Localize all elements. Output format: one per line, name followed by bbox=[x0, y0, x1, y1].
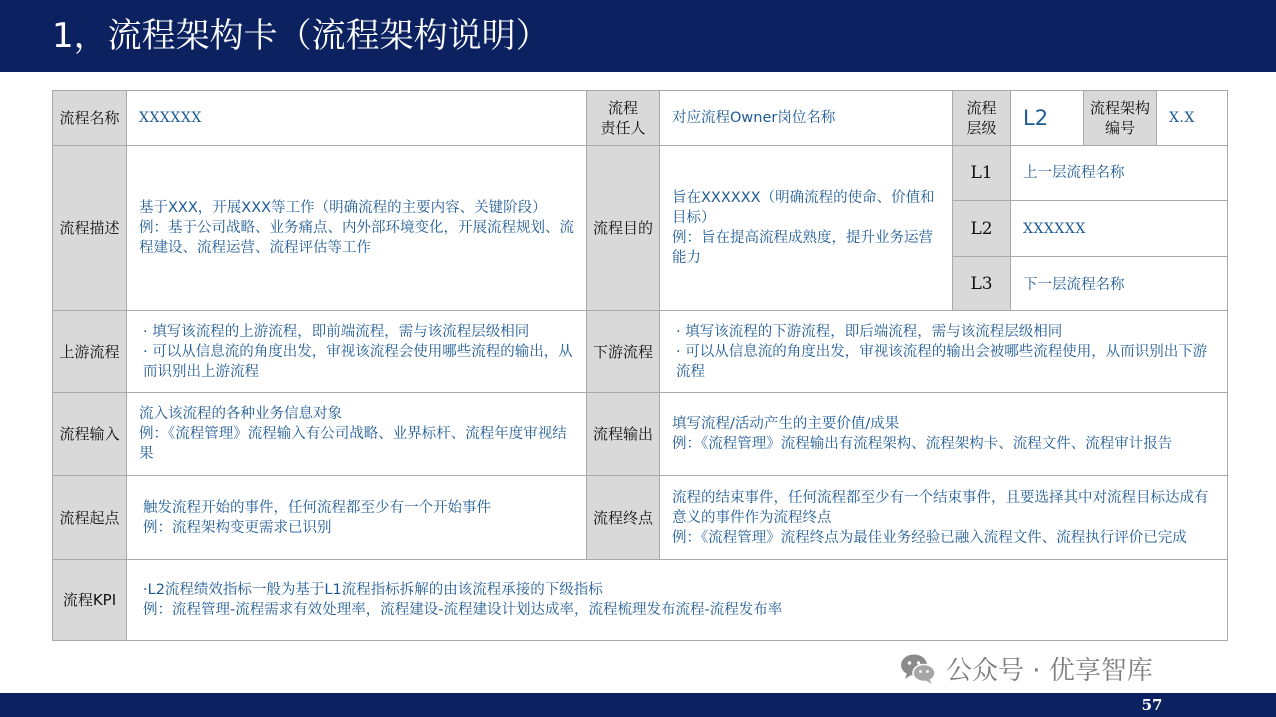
level-l1-text: 上一层流程名称 bbox=[1010, 145, 1228, 201]
arch-number-label: 流程架构 编号 bbox=[1083, 90, 1157, 146]
level-l3-text: 下一层流程名称 bbox=[1010, 256, 1228, 311]
process-start-label: 流程起点 bbox=[52, 475, 127, 560]
process-output-label: 流程输出 bbox=[586, 392, 660, 476]
process-purpose-text: 旨在XXXXXX（明确流程的使命、价值和目标） 例：旨在提高流程成熟度，提升业务运营能力 bbox=[659, 145, 953, 311]
process-name-label: 流程名称 bbox=[52, 90, 127, 146]
level-l2-label: L2 bbox=[952, 200, 1011, 257]
level-l2-text: XXXXXX bbox=[1010, 200, 1228, 257]
process-owner-value: 对应流程Owner岗位名称 bbox=[659, 90, 953, 146]
upstream-process-label: 上游流程 bbox=[52, 310, 127, 393]
footer-bar bbox=[0, 693, 1276, 717]
page-number: 57 bbox=[1141, 696, 1163, 714]
process-description-text: 基于XXX，开展XXX等工作（明确流程的主要内容、关键阶段） 例：基于公司战略、业务痛点、内外部环境变化，开展流程规划、流程建设、流程运营、流程评估等工作 bbox=[126, 145, 587, 311]
process-level-label: 流程 层级 bbox=[952, 90, 1011, 146]
arch-number-value: X.X bbox=[1156, 90, 1228, 146]
level-l1-label: L1 bbox=[952, 145, 1011, 201]
downstream-process-label: 下游流程 bbox=[586, 310, 660, 393]
process-purpose-label: 流程目的 bbox=[586, 145, 660, 311]
process-description-label: 流程描述 bbox=[52, 145, 127, 311]
process-end-label: 流程终点 bbox=[586, 475, 660, 560]
process-output-text: 填写流程/活动产生的主要价值/成果 例：《流程管理》流程输出有流程架构、流程架构卡、流程文件、流程审计报告 bbox=[659, 392, 1228, 476]
upstream-process-text: · 填写该流程的上游流程，即前端流程，需与该流程层级相同 · 可以从信息流的角度出发，审视该流程会使用哪些流程的输出，从而识别出上游流程 bbox=[126, 310, 587, 393]
wechat-icon bbox=[898, 648, 938, 688]
process-name-value: XXXXXX bbox=[126, 90, 587, 146]
process-end-text: 流程的结束事件，任何流程都至少有一个结束事件，且要选择其中对流程目标达成有意义的事件作为流程终点 例：《流程管理》流程终点为最佳业务经验已融入流程文件、流程执行评价已完成 bbox=[659, 475, 1228, 560]
level-l3-label: L3 bbox=[952, 256, 1011, 311]
process-kpi-text: ·L2流程绩效指标一般为基于L1流程指标拆解的由该流程承接的下级指标 例：流程管理-流程需求有效处理率，流程建设-流程建设计划达成率，流程梳理发布流程-流程发布率 bbox=[126, 559, 1228, 641]
watermark bbox=[898, 648, 1238, 688]
process-input-label: 流程输入 bbox=[52, 392, 127, 476]
process-kpi-label: 流程KPI bbox=[52, 559, 127, 641]
page-title: 1，流程架构卡（流程架构说明） bbox=[52, 16, 550, 56]
process-owner-label: 流程 责任人 bbox=[586, 90, 660, 146]
process-level-value: L2 bbox=[1010, 90, 1084, 146]
process-start-text: 触发流程开始的事件，任何流程都至少有一个开始事件 例：流程架构变更需求已识别 bbox=[126, 475, 587, 560]
watermark-text: 公众号 · 优享智库 bbox=[946, 655, 1153, 686]
process-input-text: 流入该流程的各种业务信息对象 例：《流程管理》流程输入有公司战略、业界标杆、流程年度审视结果 bbox=[126, 392, 587, 476]
downstream-process-text: · 填写该流程的下游流程，即后端流程，需与该流程层级相同 · 可以从信息流的角度出发，审视该流程的输出会被哪些流程使用，从而识别出下游流程 bbox=[659, 310, 1228, 393]
